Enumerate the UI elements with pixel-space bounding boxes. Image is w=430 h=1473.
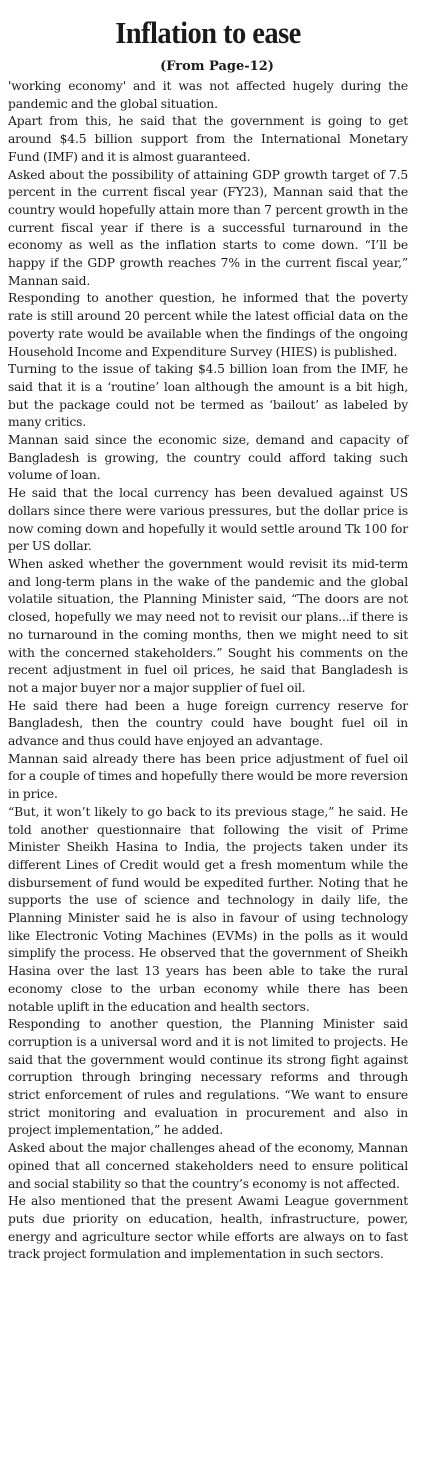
article-paragraph: Responding to another question, the Planning Minister said corruption is a universal word and it is not limited to projects. He said that the government would continue its strong fight against corruption through bringing necessary reforms and through strict enforcement of rules and regulations. “We want to ensure strict monitoring and evaluation in procurement and also in project implementation,” he added. — [8, 1017, 408, 1138]
article-body — [8, 78, 408, 1264]
article-paragraph: Mannan said since the economic size, demand and capacity of Bangladesh is growing, the country could afford taking such volume of loan. — [8, 433, 408, 483]
article-paragraph: When asked whether the government would revisit its mid-term and long-term plans in the wake of the pandemic and the global volatile situation, the Planning Minister said, “The doors are not closed, hopefully we may need not to revisit our plans...if there is no turnaround in the coming months, then we might need to sit with the concerned stakeholders.” Sought his comments on the recent adjustment in fuel oil prices, he said that Bangladesh is not a major buyer nor a major supplier of fuel oil. — [8, 556, 408, 695]
article-paragraph: He also mentioned that the present Awami League government puts due priority on education, health, infrastructure, power, energy and agriculture sector while efforts are always on to fast track project formulation and implementation in such sectors. — [8, 1194, 408, 1262]
article-paragraph: He said there had been a huge foreign currency reserve for Bangladesh, then the country could have bought fuel oil in advance and thus could have enjoyed an advantage. — [8, 698, 408, 749]
article-paragraph: Apart from this, he said that the government is going to get around $4.5 billion support from the International Monetary Fund (IMF) and it is almost guaranteed. — [8, 114, 408, 164]
article-paragraph: Turning to the issue of taking $4.5 billion loan from the IMF, he said that it is a ‘routine’ loan although the amount is a bit high, but the package could not be termed as ‘bailout’ as labeled by many critics. — [8, 362, 408, 430]
article-paragraph: Asked about the possibility of attaining GDP growth target of 7.5 percent in the current fiscal year (FY23), Mannan said that the country would hopefully attain more than 7 percent growth in the current fiscal year if there is a successful turnaround in the economy as well as the inflation starts to come down. “I’ll be happy if the GDP growth reaches 7% in the current fiscal year,” Mannan said. — [8, 167, 408, 288]
continued-from-label: (From Page-12) — [160, 59, 274, 74]
article-paragraph: He said that the local currency has been devalued against US dollars since there were various pressures, but the dollar price is now coming down and hopefully it would settle around Tk 100 for per US dollar. — [8, 486, 408, 554]
article-paragraph: “But, it won’t likely to go back to its previous stage,” he said. He told another questionnaire that following the visit of Prime Minister Sheikh Hasina to India, the projects taken under its different Lines of Credit would get a fresh momentum while the disbursement of fund would be expedited further. Noting that he supports the use of science and technology in daily life, the Planning Minister said he is also in favour of using technology like Electronic Voting Machines (EVMs) in the polls as it would simplify the process. He observed that the government of Sheikh Hasina over the last 13 years has been able to take the rural economy close to the urban economy while there has been notable uplift in the education and health sectors. — [8, 804, 408, 1014]
article-headline: Inflation to ease — [115, 15, 301, 50]
article-paragraph: Responding to another question, he informed that the poverty rate is still around 20 percent while the latest official data on the poverty rate would be available when the findings of the ongoing Household Income and Expenditure Survey (HIES) is published. — [8, 291, 408, 359]
article-paragraph: 'working economy' and it was not affected hugely during the pandemic and the global situation. — [8, 79, 408, 111]
article-paragraph: Asked about the major challenges ahead of the economy, Mannan opined that all concerned stakeholders need to ensure political and social stability so that the country’s economy is not affected. — [8, 1141, 408, 1191]
article-paragraph: Mannan said already there has been price adjustment of fuel oil for a couple of times and hopefully there would be more reversion in price. — [8, 751, 408, 802]
